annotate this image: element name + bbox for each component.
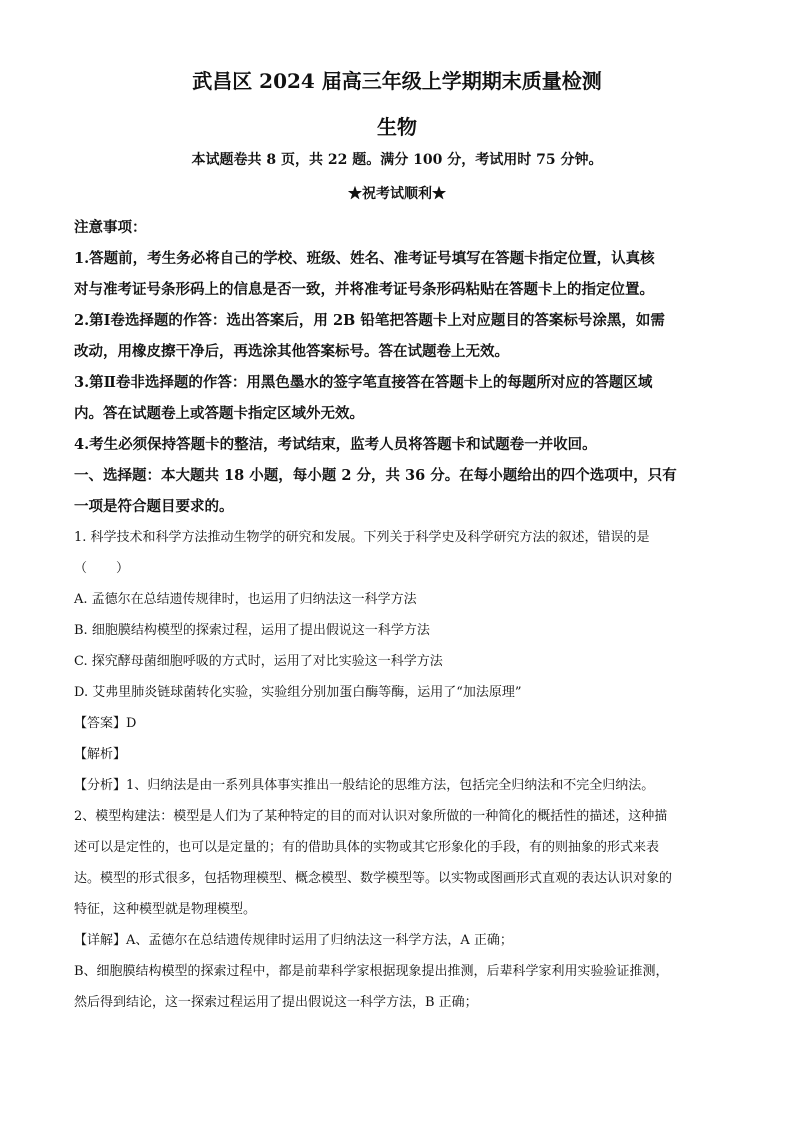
detail-line: 然后得到结论，这一探索过程运用了提出假说这一科学方法，B 正确； — [74, 995, 478, 1010]
exam-info: 本试题卷共 8 页，共 22 题。满分 100 分，考试用时 75 分钟。 — [191, 152, 603, 168]
option-b: B. 细胞膜结构模型的探索过程，运用了提出假说这一科学方法 — [74, 623, 430, 638]
analysis-label: 【解析】 — [74, 747, 127, 762]
detail-line: 【详解】A、孟德尔在总结遗传规律时运用了归纳法这一科学方法，A 正确； — [74, 933, 513, 948]
answer-parentheses: （ ） — [74, 561, 131, 576]
question-stem: 1. 科学技术和科学方法推动生物学的研究和发展。下列关于科学史及科学研究方法的叙述，错误的是 — [74, 530, 650, 545]
notice-line: 2.第Ⅰ卷选择题的作答：选出答案后，用 2B 铅笔把答题卡上对应题目的答案标号涂黑，如需 — [74, 312, 665, 329]
notice-line: 3.第Ⅱ卷非选择题的作答：用黑色墨水的签字笔直接答在答题卡上的每题所对应的答题区域 — [74, 374, 653, 391]
option-c: C. 探究酵母菌细胞呼吸的方式时，运用了对比实验这一科学方法 — [74, 654, 443, 669]
good-luck-line: ★祝考试顺利★ — [348, 186, 446, 202]
analysis-line: 【分析】1、归纳法是由一系列具体事实推出一般结论的思维方法，包括完全归纳法和不完全归纳法。 — [74, 778, 655, 793]
analysis-line: 特征，这种模型就是物理模型。 — [74, 902, 257, 917]
subject-title: 生物 — [377, 115, 417, 139]
notice-line: 对与准考证号条形码上的信息是否一致，并将准考证号条形码粘贴在答题卡上的指定位置。 — [74, 281, 654, 298]
analysis-line: 述可以是定性的，也可以是定量的；有的借助具体的实物或其它形象化的手段，有的则抽象的形式来表 — [74, 840, 660, 855]
option-a: A. 孟德尔在总结遗传规律时，也运用了归纳法这一科学方法 — [74, 592, 417, 607]
option-d: D. 艾弗里肺炎链球菌转化实验，实验组分别加蛋白酶等酶，运用了“加法原理” — [74, 685, 522, 700]
detail-line: B、细胞膜结构模型的探索过程中，都是前辈科学家根据现象提出推测，后辈科学家利用实验验证推测， — [74, 964, 669, 979]
notice-heading: 注意事项： — [74, 219, 147, 236]
notice-line: 内。答在试题卷上或答题卡指定区域外无效。 — [74, 405, 364, 422]
notice-line: 改动，用橡皮擦干净后，再选涂其他答案标号。答在试题卷上无效。 — [74, 343, 509, 360]
exam-page — [74, 58, 720, 1018]
analysis-line: 2、模型构建法：模型是人们为了某种特定的目的而对认识对象所做的一种简化的概括性的描述，这种描 — [74, 809, 668, 824]
exam-title: 武昌区 2024 届高三年级上学期期末质量检测 — [192, 69, 602, 93]
section-heading: 一、选择题：本大题共 18 小题，每小题 2 分，共 36 分。在每小题给出的四个选项中，只有 — [74, 467, 677, 484]
notice-line: 4.考生必须保持答题卡的整洁，考试结束，监考人员将答题卡和试题卷一并收回。 — [74, 436, 597, 453]
section-heading-cont: 一项是符合题目要求的。 — [74, 498, 234, 515]
analysis-line: 达。模型的形式很多，包括物理模型、概念模型、数学模型等。以实物或图画形式直观的表达认识对象的 — [74, 871, 673, 886]
notice-line: 1.答题前，考生务必将自己的学校、班级、姓名、准考证号填写在答题卡指定位置，认真核 — [74, 250, 655, 267]
answer-line: 【答案】D — [74, 716, 137, 731]
